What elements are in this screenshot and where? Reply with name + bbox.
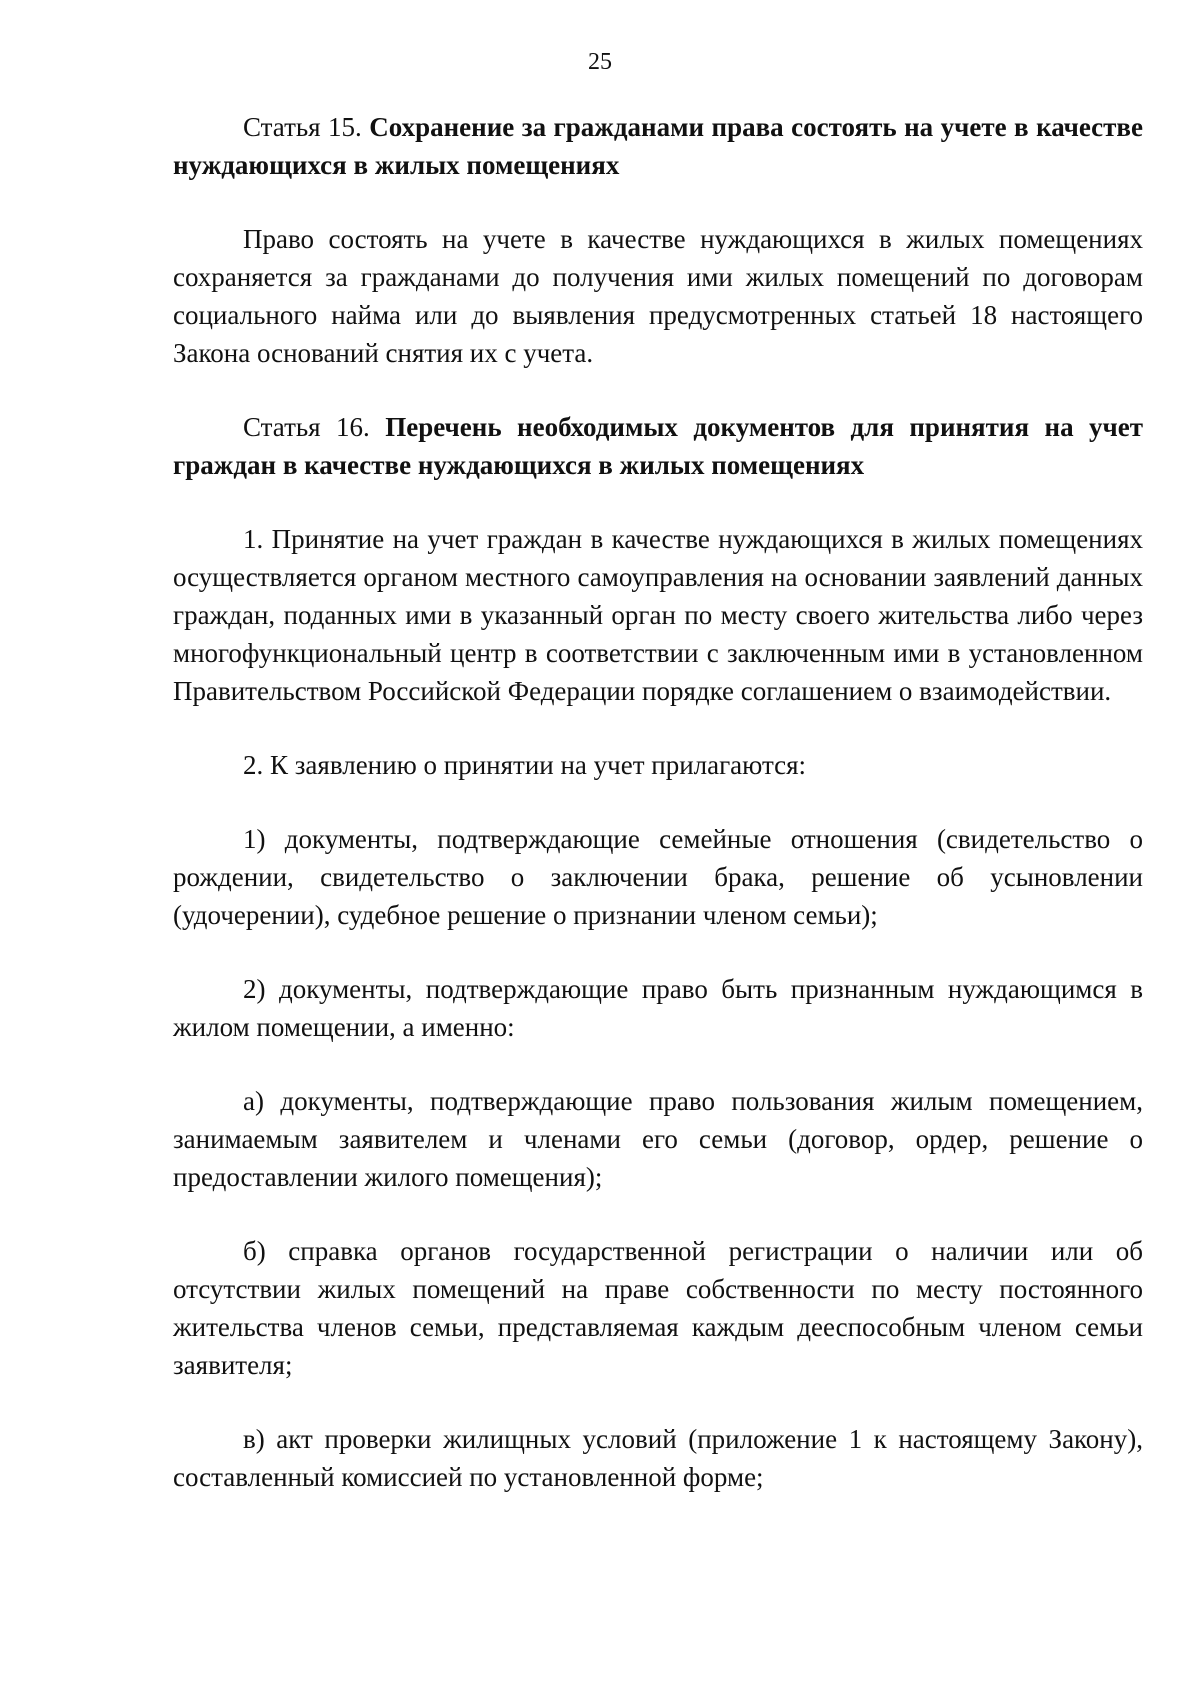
article-16-paragraph-2: 2. К заявлению о принятии на учет прилагаются:	[243, 750, 807, 780]
article-16-title: Перечень необходимых документов для принятия на учет граждан в качестве нуждающихся в жилых помещениях	[173, 412, 1143, 480]
document-body	[173, 108, 1143, 1532]
list-item-b: б) справка органов государственной регистрации о наличии или об отсутствии жилых помещений на праве собственности по месту постоянного жительства членов семьи, представляемая каждым дееспособным членом семьи заявителя;	[173, 1236, 1143, 1380]
article-15-heading	[173, 108, 1143, 184]
article-16-paragraph-1: 1. Принятие на учет граждан в качестве нуждающихся в жилых помещениях осуществляется органом местного самоуправления на основании заявлений данных граждан, поданных ими в указанный орган по месту своего жительства либо через многофункциональный центр в соответствии с заключенным ими в установленном Правительством Российской Федерации порядке соглашением о взаимодействии.	[173, 524, 1143, 706]
list-item-a: а) документы, подтверждающие право пользования жилым помещением, занимаемым заявителем и членами его семьи (договор, ордер, решение о предоставлении жилого помещения);	[173, 1086, 1143, 1192]
article-15-text: Право состоять на учете в качестве нуждающихся в жилых помещениях сохраняется за гражданами до получения ими жилых помещений по договорам социального найма или до выявления предусмотренных статьей 18 настоящего Закона оснований снятия их с учета.	[173, 224, 1143, 368]
article-15-label: Статья 15.	[243, 112, 370, 142]
page-number: 25	[588, 49, 612, 75]
article-16-label: Статья 16.	[243, 412, 386, 442]
list-item-1: 1) документы, подтверждающие семейные отношения (свидетельство о рождении, свидетельство о заключении брака, решение об усыновлении (удочерении), судебное решение о признании членом семьи);	[173, 824, 1143, 930]
list-item-2: 2) документы, подтверждающие право быть признанным нуждающимся в жилом помещении, а именно:	[173, 974, 1143, 1042]
article-16-heading	[173, 408, 1143, 484]
article-15-title: Сохранение за гражданами права состоять на учете в качестве нуждающихся в жилых помещениях	[173, 112, 1143, 180]
list-item-c: в) акт проверки жилищных условий (приложение 1 к настоящему Закону), составленный комиссией по установленной форме;	[173, 1424, 1143, 1492]
